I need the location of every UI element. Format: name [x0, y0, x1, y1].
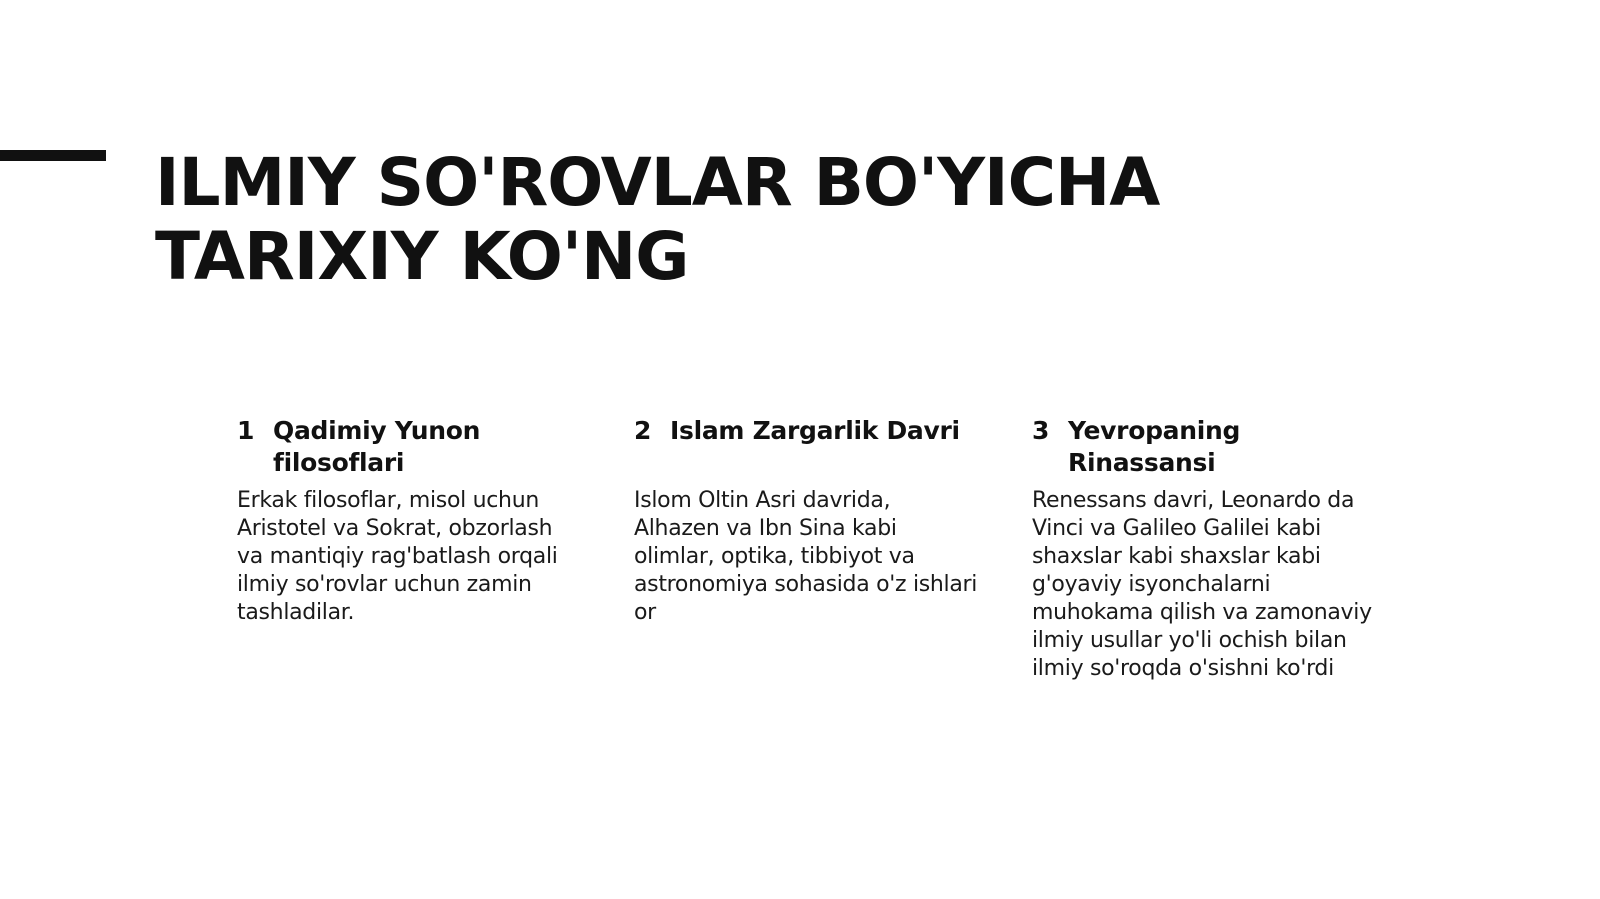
slide-title-line-1: ILMIY SO'ROVLAR BO'YICHA: [155, 144, 1160, 221]
slide-title-line-2: TARIXIY KO'NG: [155, 218, 689, 295]
timeline-item-3: [1032, 415, 1377, 683]
timeline-item-header: [634, 415, 979, 481]
timeline-item-title: Yevropaning Rinassansi: [1068, 416, 1241, 477]
timeline-item-description: Erkak filosoflar, misol uchun Aristotel va Sokrat, obzorlash va mantiqiy rag'batlash orqali ilmiy so'rovlar uchun zamin tashladilar.: [237, 488, 558, 625]
timeline-item-header: [237, 415, 582, 481]
slide-title: [155, 146, 1455, 294]
timeline-item-title: Qadimiy Yunon filosoflari: [273, 416, 481, 477]
timeline-item-number: 3: [1032, 416, 1050, 445]
title-accent-bar: [0, 150, 106, 161]
timeline-item-number: 2: [634, 416, 652, 445]
timeline-item-header: [1032, 415, 1377, 481]
timeline-item-description: Renessans davri, Leonardo da Vinci va Galileo Galilei kabi shaxslar kabi shaxslar kabi g'oyaviy isyonchalarni muhokama qilish va zamonaviy ilmiy usullar yo'li ochish bilan ilmiy so'roqda o'sishni ko'rdi: [1032, 488, 1372, 681]
timeline-item-1: [237, 415, 582, 627]
timeline-item-number: 1: [237, 416, 255, 445]
timeline-item-2: [634, 415, 979, 627]
timeline-item-description: Islom Oltin Asri davrida, Alhazen va Ibn Sina kabi olimlar, optika, tibbiyot va astronomiya sohasida o'z ishlari or: [634, 488, 978, 625]
timeline-item-title: Islam Zargarlik Davri: [670, 416, 960, 445]
